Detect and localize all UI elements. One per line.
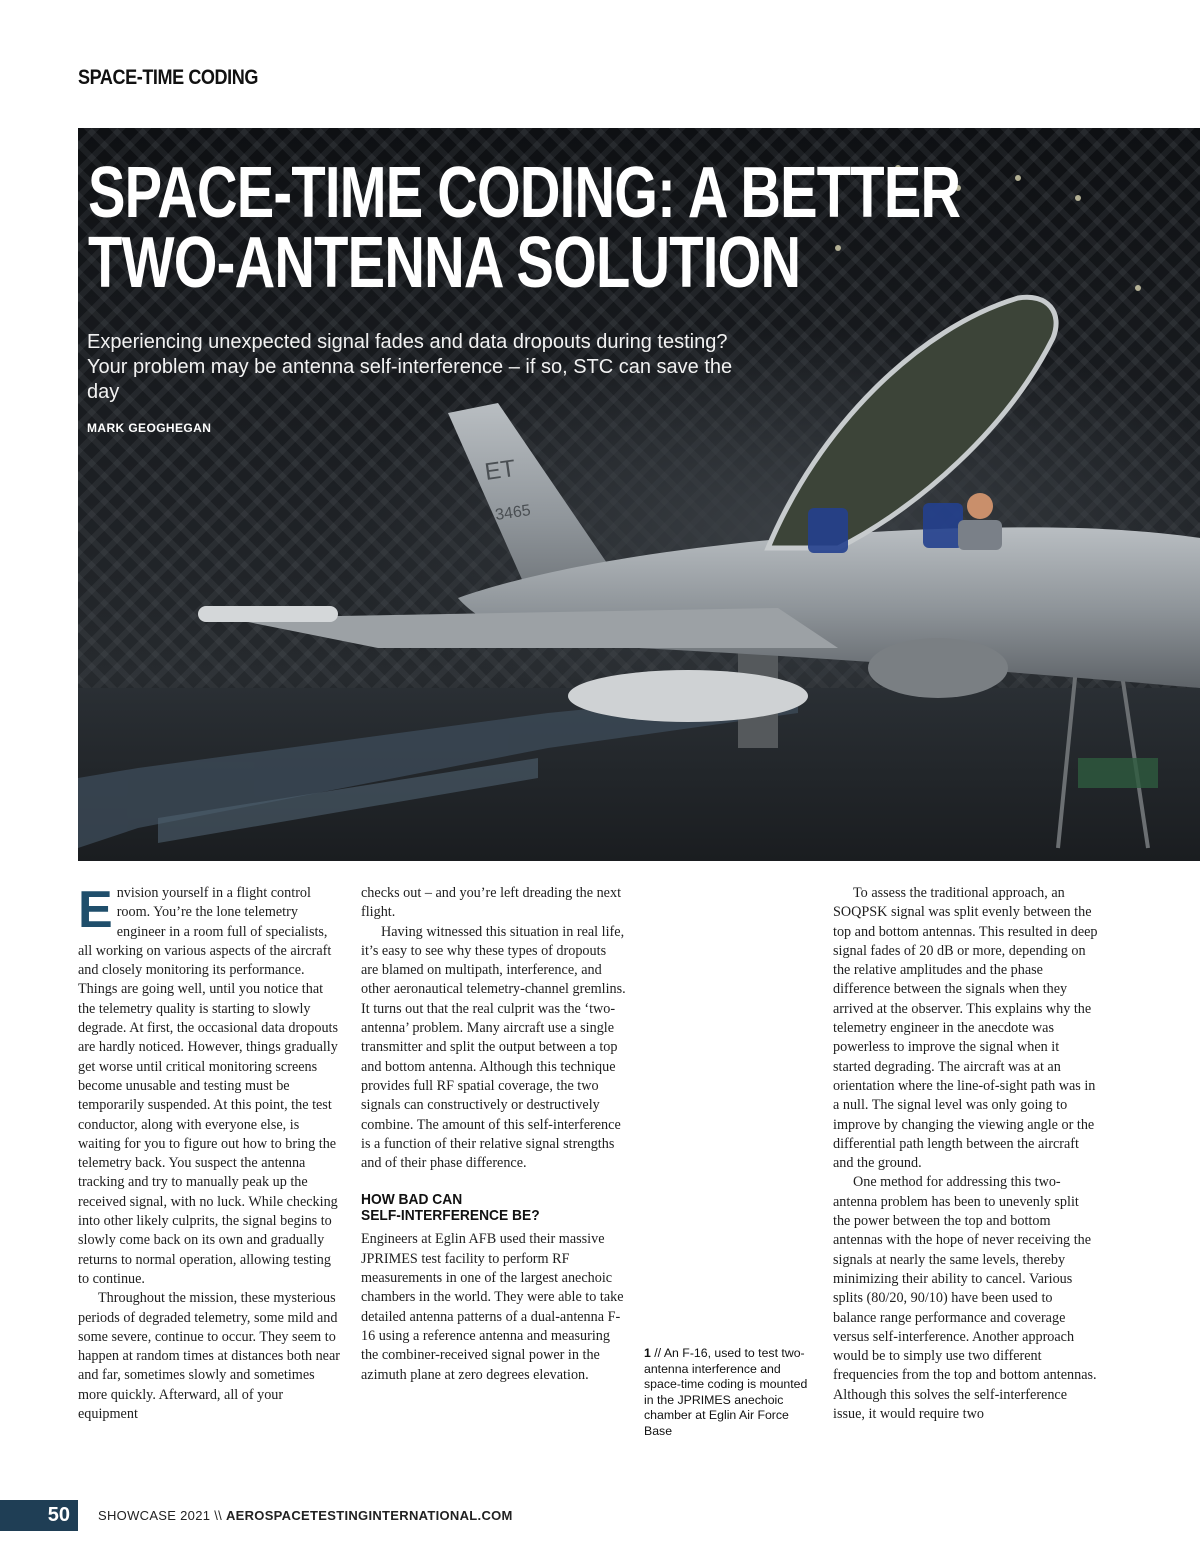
paragraph xyxy=(78,881,343,1289)
paragraph: Having witnessed this situation in real life, it’s easy to see why these types of dropouts are blamed on multipath, interference, and other aeronautical telemetry-channel gremlins. It turns out that the real culprit was the ‘two-antenna’ problem. Many aircraft use a single transmitter and split the output between a top and bottom antenna. Although this technique provides full RF spatial coverage, the two signals can constructively or destructively combine. The amount of this self-interference is a function of their relative signal strengths and of their phase difference. xyxy=(361,923,626,1172)
footer-text xyxy=(98,1508,513,1523)
author-byline: MARK GEOGHEGAN xyxy=(87,421,212,435)
section-label: SPACE-TIME CODING xyxy=(78,66,258,89)
tail-number: 3465 xyxy=(494,502,532,524)
body-column-1 xyxy=(78,881,343,1424)
subheading xyxy=(361,1192,605,1224)
caption-text: An F-16, used to test two-antenna interference and space-time coding is mounted in the JPRIMES anechoic chamber at Eglin Air Force Base xyxy=(644,1346,808,1438)
body-column-2 xyxy=(361,884,626,1385)
image-caption xyxy=(644,1346,814,1439)
footer-separator: \\ xyxy=(210,1508,226,1523)
page-number: 50 xyxy=(0,1500,78,1531)
drop-cap: E xyxy=(78,881,113,939)
caption-number: 1 xyxy=(644,1346,651,1360)
title-line-2: TWO-ANTENNA SOLUTION xyxy=(88,223,801,303)
page-footer xyxy=(0,1500,700,1531)
hero-image xyxy=(78,128,1200,861)
paragraph: checks out – and you’re left dreading the next flight. xyxy=(361,885,622,921)
man-in-cockpit xyxy=(967,493,993,519)
paragraph: Throughout the mission, these mysterious periods of degraded telemetry, some mild and some severe, continue to occur. They seem to happen at random times at distances both near and far, sometimes slowly and sometimes more quickly. Afterward, all of your equipment xyxy=(78,1290,340,1423)
caption-separator: // xyxy=(650,1346,664,1360)
paragraph: One method for addressing this two-antenna problem has been to unevenly split the power between the top and bottom antennas with the hope of never receiving the signals at nearly the same levels, thereby minimizing their ability to cancel. Various splits (80/20, 90/10) have been used to balance range performance and coverage versus self-interference. Another approach would be to simply use two different frequencies from the top and bottom antennas. Although this solves the self-interference issue, it would require two xyxy=(833,1174,1097,1423)
subheading-line-2: SELF-INTERFERENCE BE? xyxy=(361,1207,540,1225)
tail-code: ET xyxy=(483,454,518,486)
page-title xyxy=(88,153,961,303)
paragraph: Engineers at Eglin AFB used their massive JPRIMES test facility to perform RF measurements in one of the largest anechoic chambers in the world. They were able to take detailed antenna patterns of a dual-antenna F-16 using a reference antenna and measuring the combiner-received signal power in the azimuth plane at zero degrees elevation. xyxy=(361,1231,624,1383)
body-column-4 xyxy=(833,884,1098,1424)
paragraph-text: nvision yourself in a flight control room. You’re the lone telemetry engineer in a room full of specialists, all working on various aspects of the aircraft and closely monitoring its performance. Things are going well, until you notice that the telemetry quality is starting to slowly degrade. At first, the occasional data dropouts are hardly noticed. However, things gradually get worse until critical monitoring screens become unusable and testing must be temporarily suspended. At this point, the test conductor, along with everyone else, is waiting for you to figure out how to bring the telemetry back. You suspect the antenna tracking and try to manually peak up the received signal, with no luck. While checking into other likely culprits, the signal begins to slowly come back on its own and gradually returns to normal operation, allowing testing to continue. xyxy=(78,885,339,1287)
standfirst: Experiencing unexpected signal fades and data dropouts during testing? Your problem may be antenna self-interference – if so, STC can save the day xyxy=(87,331,733,403)
fuel-tank xyxy=(568,670,808,722)
site-url[interactable]: AEROSPACETESTINGINTERNATIONAL.COM xyxy=(225,1508,513,1523)
title-line-1: SPACE-TIME CODING: A BETTER xyxy=(88,153,961,233)
issue-label: SHOWCASE 2021 xyxy=(98,1508,211,1523)
subheading-line-1: HOW BAD CAN xyxy=(361,1191,463,1209)
paragraph: To assess the traditional approach, an SOQPSK signal was split evenly between the top and bottom antennas. This resulted in deep signal fades of 20 dB or more, depending on the relative amplitudes and the phase difference between the signals when they arrived at the observer. This explains why the telemetry engineer in the anecdote was powerless to improve the signal when it started degrading. The aircraft was at an orientation where the line-of-sight path was in a null. The signal level was only going to improve by changing the viewing angle or the differential path length between the aircraft and the ground. xyxy=(833,885,1098,1172)
